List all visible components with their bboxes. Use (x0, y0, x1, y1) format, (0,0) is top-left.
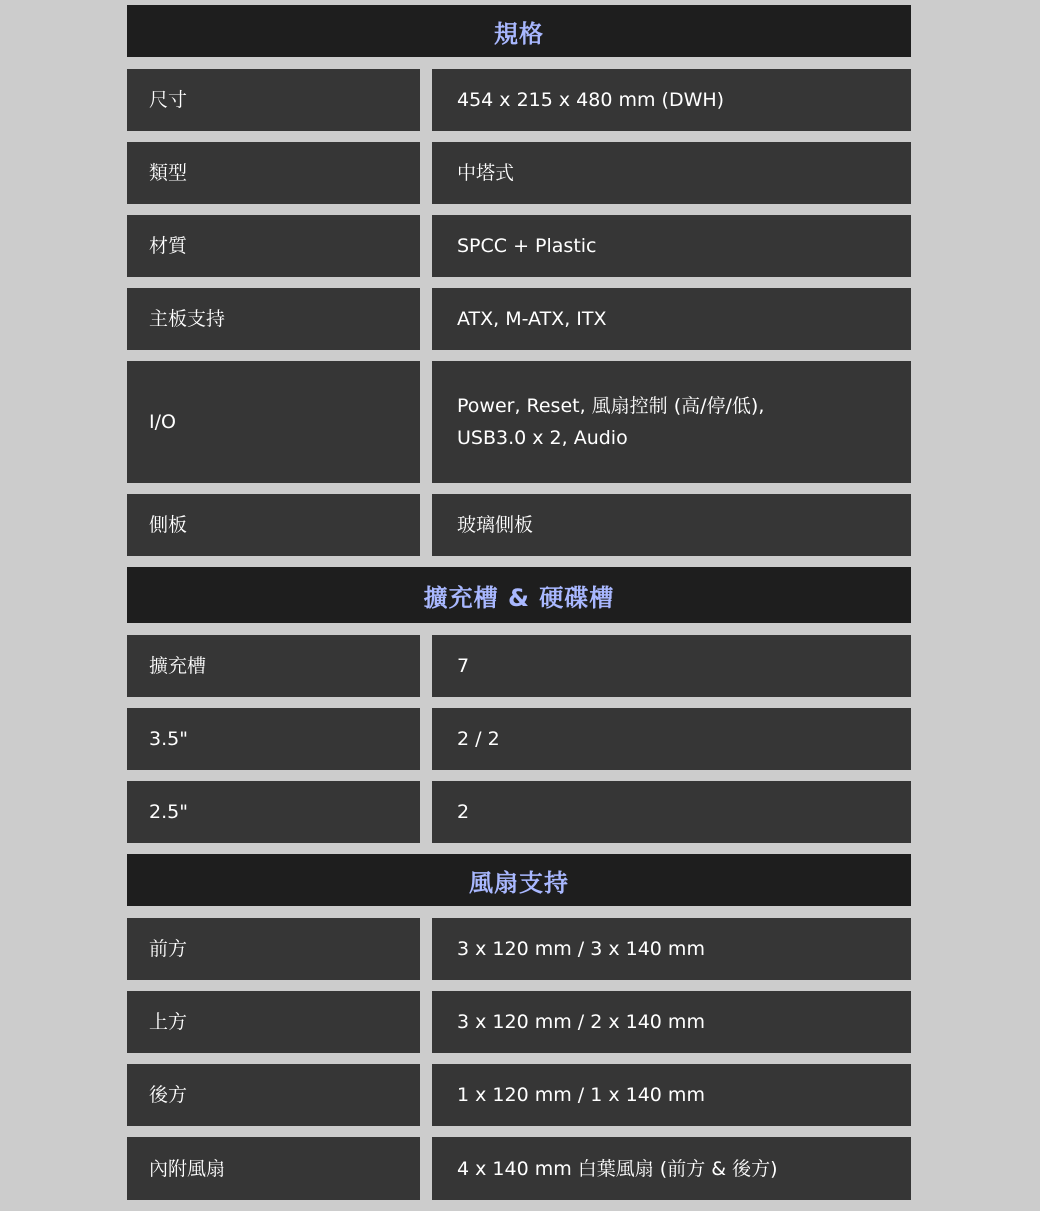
spec-row-motherboard (127, 288, 911, 350)
spec-label: 擴充槽 (127, 635, 420, 697)
spec-row-side-panel (127, 494, 911, 556)
spec-label: 2.5" (127, 781, 420, 843)
spec-value: 3 x 120 mm / 3 x 140 mm (432, 918, 911, 980)
spec-sheet (127, 5, 911, 1211)
spec-row-top-fans (127, 991, 911, 1053)
spec-label: 類型 (127, 142, 420, 204)
spec-row-type (127, 142, 911, 204)
spec-value: SPCC + Plastic (432, 215, 911, 277)
spec-label: 尺寸 (127, 69, 420, 131)
spec-label: I/O (127, 361, 420, 483)
section-header-specs: 規格 (127, 5, 911, 57)
spec-row-expansion-slots (127, 635, 911, 697)
spec-value-line: USB3.0 x 2, Audio (457, 427, 628, 449)
spec-label: 主板支持 (127, 288, 420, 350)
spec-value: 玻璃側板 (432, 494, 911, 556)
spec-value: 中塔式 (432, 142, 911, 204)
spec-row-front-fans (127, 918, 911, 980)
spec-label: 上方 (127, 991, 420, 1053)
spec-label: 內附風扇 (127, 1137, 420, 1200)
spec-row-3-5-bay (127, 708, 911, 770)
spec-label: 3.5" (127, 708, 420, 770)
spec-value: 454 x 215 x 480 mm (DWH) (432, 69, 911, 131)
spec-label: 前方 (127, 918, 420, 980)
spec-label: 側板 (127, 494, 420, 556)
spec-label: 材質 (127, 215, 420, 277)
section-header-slots-bays: 擴充槽 & 硬碟槽 (127, 567, 911, 623)
spec-row-io (127, 361, 911, 483)
spec-value: 7 (432, 635, 911, 697)
spec-value: 1 x 120 mm / 1 x 140 mm (432, 1064, 911, 1126)
spec-row-material (127, 215, 911, 277)
spec-value: 2 (432, 781, 911, 843)
spec-value: 2 / 2 (432, 708, 911, 770)
section-header-fan-support: 風扇支持 (127, 854, 911, 906)
spec-row-rear-fans (127, 1064, 911, 1126)
spec-row-2-5-bay (127, 781, 911, 843)
spec-label: 後方 (127, 1064, 420, 1126)
spec-value: 4 x 140 mm 白葉風扇 (前方 & 後方) (432, 1137, 911, 1200)
spec-value-line: Power, Reset, 風扇控制 (高/停/低), (457, 395, 765, 417)
spec-row-dimensions (127, 69, 911, 131)
spec-row-included-fans (127, 1137, 911, 1200)
spec-value (432, 361, 911, 483)
spec-value: ATX, M-ATX, ITX (432, 288, 911, 350)
spec-value: 3 x 120 mm / 2 x 140 mm (432, 991, 911, 1053)
